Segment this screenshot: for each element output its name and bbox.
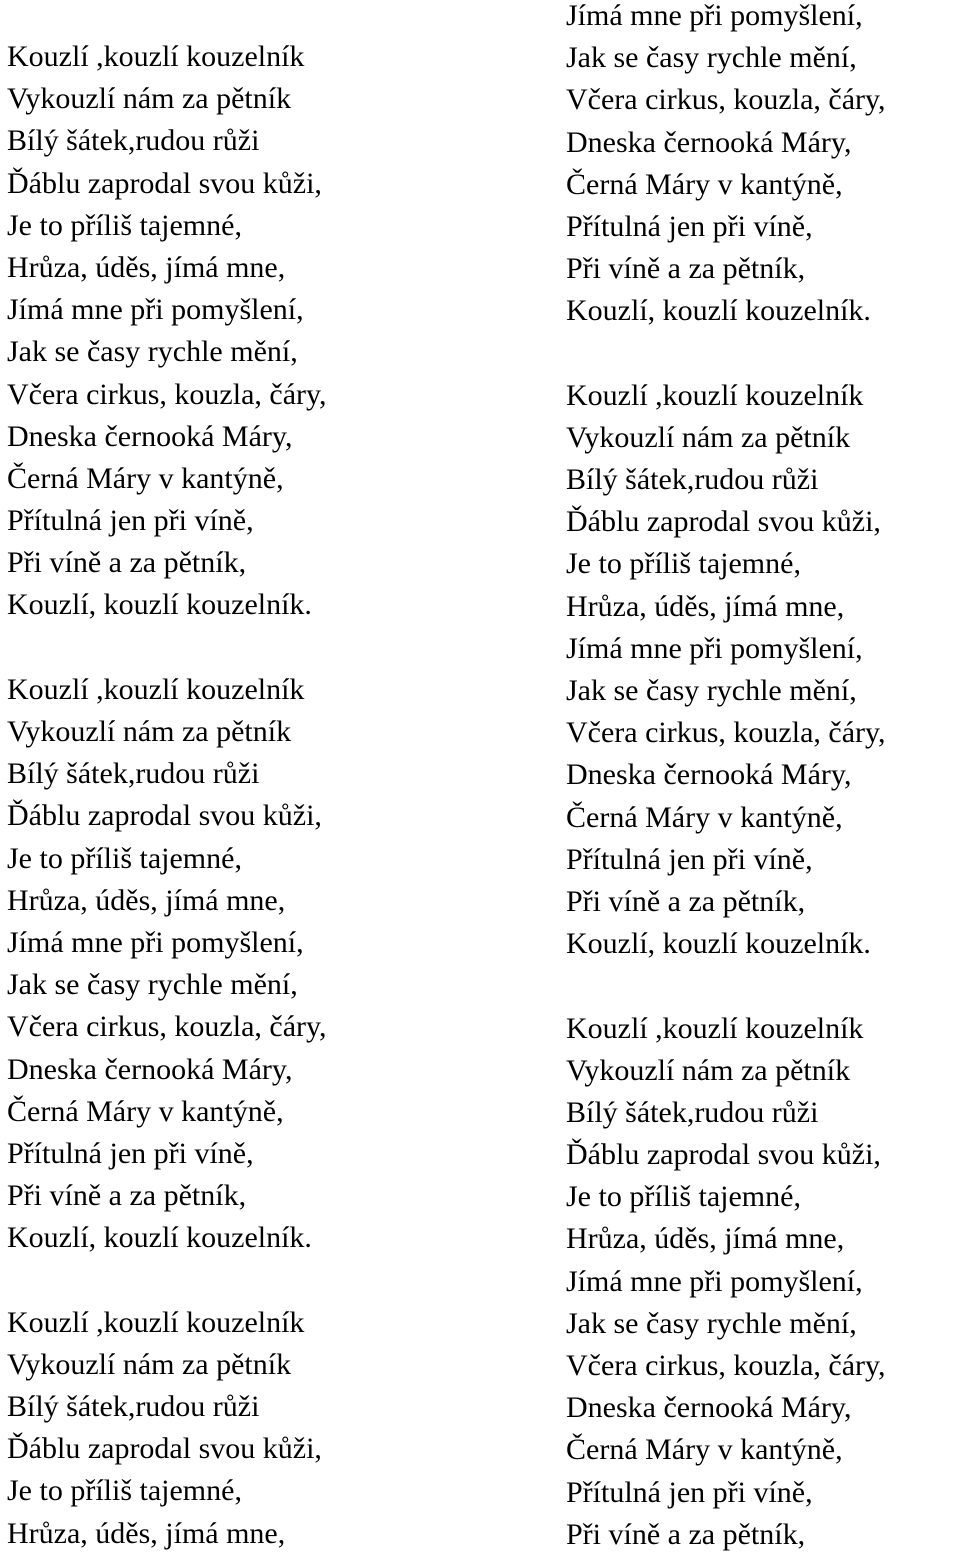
verse-line: Vykouzlí nám za pětník	[7, 82, 292, 116]
verse-line: Přítulná jen při víně,	[566, 209, 813, 243]
stanza-gap	[7, 627, 327, 669]
verse-line: Jak se časy rychle mění,	[7, 335, 298, 369]
verse-line: Dneska černooká Máry,	[7, 1052, 293, 1086]
verse-line: Kouzlí ,kouzlí kouzelník	[7, 40, 305, 73]
verse-line: Včera cirkus, kouzla, čáry,	[566, 1349, 886, 1382]
verse-line: Při víně a za pětník,	[7, 546, 247, 580]
left-stanza-3	[7, 1302, 327, 1555]
verse-line: Kouzlí, kouzlí kouzelník.	[566, 927, 871, 961]
verse-line: Přítulná jen při víně,	[566, 1475, 813, 1509]
verse-line: Vykouzlí nám za pětník	[566, 1053, 851, 1087]
verse-line: Je to příliš tajemné,	[7, 1474, 242, 1508]
verse-line: Bílý šátek,rudou růži	[7, 1390, 260, 1423]
verse-line: Jak se časy rychle mění,	[566, 1306, 857, 1340]
verse-line: Přítulná jen při víně,	[7, 1136, 254, 1170]
verse-line: Včera cirkus, kouzla, čáry,	[7, 377, 327, 411]
verse-line: Při víně a za pětník,	[7, 1179, 247, 1213]
verse-line: Ďáblu zaprodal svou kůži,	[7, 1432, 322, 1466]
verse-line: Dneska černooká Máry,	[7, 419, 293, 453]
verse-line: Přítulná jen při víně,	[566, 842, 813, 876]
verse-line: Je to příliš tajemné,	[566, 1180, 801, 1214]
verse-line: Dneska černooká Máry,	[566, 125, 852, 159]
verse-line: Dneska černooká Máry,	[566, 1391, 852, 1425]
verse-line: Černá Máry v kantýně,	[566, 1433, 843, 1467]
verse-line: Při víně a za pětník,	[566, 252, 806, 286]
verse-line: Ďáblu zaprodal svou kůži,	[7, 166, 322, 200]
verse-line: Černá Máry v kantýně,	[566, 800, 843, 834]
verse-line: Hrůza, úděs, jímá mne,	[7, 250, 286, 284]
verse-line: Jímá mne při pomyšlení,	[566, 1264, 863, 1298]
verse-line: Jak se časy rychle mění,	[566, 41, 857, 75]
right-stanza-3	[566, 1008, 886, 1556]
verse-line: Vykouzlí nám za pětník	[7, 715, 292, 748]
verse-line: Je to příliš tajemné,	[7, 208, 242, 242]
verse-line: Černá Máry v kantýně,	[7, 1094, 284, 1128]
right-stanza-1	[566, 0, 886, 333]
right-column	[566, 0, 886, 1556]
left-column	[7, 36, 327, 1555]
verse-line: Vykouzlí nám za pětník	[7, 1347, 292, 1381]
verse-line: Při víně a za pětník,	[566, 1517, 806, 1551]
verse-line: Kouzlí ,kouzlí kouzelník	[566, 1011, 864, 1045]
verse-line: Ďáblu zaprodal svou kůži,	[566, 505, 881, 539]
verse-line: Jímá mne při pomyšlení,	[566, 0, 863, 32]
verse-line: Ďáblu zaprodal svou kůži,	[566, 1138, 881, 1172]
verse-line: Hrůza, úděs, jímá mne,	[566, 1222, 845, 1256]
verse-line: Bílý šátek,rudou růži	[7, 757, 260, 791]
verse-line: Kouzlí ,kouzlí kouzelník	[566, 378, 864, 412]
verse-line: Kouzlí ,kouzlí kouzelník	[7, 1305, 305, 1339]
verse-line: Kouzlí ,kouzlí kouzelník	[7, 672, 305, 706]
left-stanza-2	[7, 669, 327, 1260]
verse-line: Kouzlí, kouzlí kouzelník.	[7, 588, 312, 622]
verse-line: Včera cirkus, kouzla, čáry,	[7, 1010, 327, 1044]
verse-line: Bílý šátek,rudou růži	[7, 124, 260, 158]
verse-line: Jímá mne při pomyšlení,	[566, 631, 863, 665]
stanza-gap	[566, 333, 886, 375]
verse-line: Včera cirkus, kouzla, čáry,	[566, 83, 886, 117]
left-stanza-1	[7, 36, 327, 627]
verse-line: Kouzlí, kouzlí kouzelník.	[7, 1221, 312, 1255]
verse-line: Je to příliš tajemné,	[7, 841, 242, 875]
verse-line: Je to příliš tajemné,	[566, 547, 801, 581]
verse-line: Hrůza, úděs, jímá mne,	[566, 589, 845, 623]
verse-line: Vykouzlí nám za pětník	[566, 420, 851, 454]
verse-line: Jak se časy rychle mění,	[7, 968, 298, 1002]
verse-line: Jímá mne při pomyšlení,	[7, 925, 304, 959]
verse-line: Přítulná jen při víně,	[7, 504, 254, 538]
verse-line: Černá Máry v kantýně,	[7, 461, 284, 495]
verse-line: Bílý šátek,rudou růži	[566, 1095, 819, 1129]
verse-line: Při víně a za pětník,	[566, 884, 806, 918]
verse-line: Kouzlí, kouzlí kouzelník.	[566, 294, 871, 328]
verse-line: Včera cirkus, kouzla, čáry,	[566, 716, 886, 750]
verse-line: Ďáblu zaprodal svou kůži,	[7, 799, 322, 833]
verse-line: Hrůza, úděs, jímá mne,	[7, 883, 286, 917]
verse-line: Černá Máry v kantýně,	[566, 167, 843, 201]
verse-line: Jímá mne při pomyšlení,	[7, 293, 304, 327]
verse-line: Hrůza, úděs, jímá mne,	[7, 1516, 286, 1550]
verse-line: Dneska černooká Máry,	[566, 758, 852, 792]
verse-line: Jak se časy rychle mění,	[566, 674, 857, 707]
right-stanza-2	[566, 375, 886, 966]
stanza-gap	[566, 965, 886, 1007]
stanza-gap	[7, 1259, 327, 1301]
verse-line: Bílý šátek,rudou růži	[566, 463, 819, 497]
